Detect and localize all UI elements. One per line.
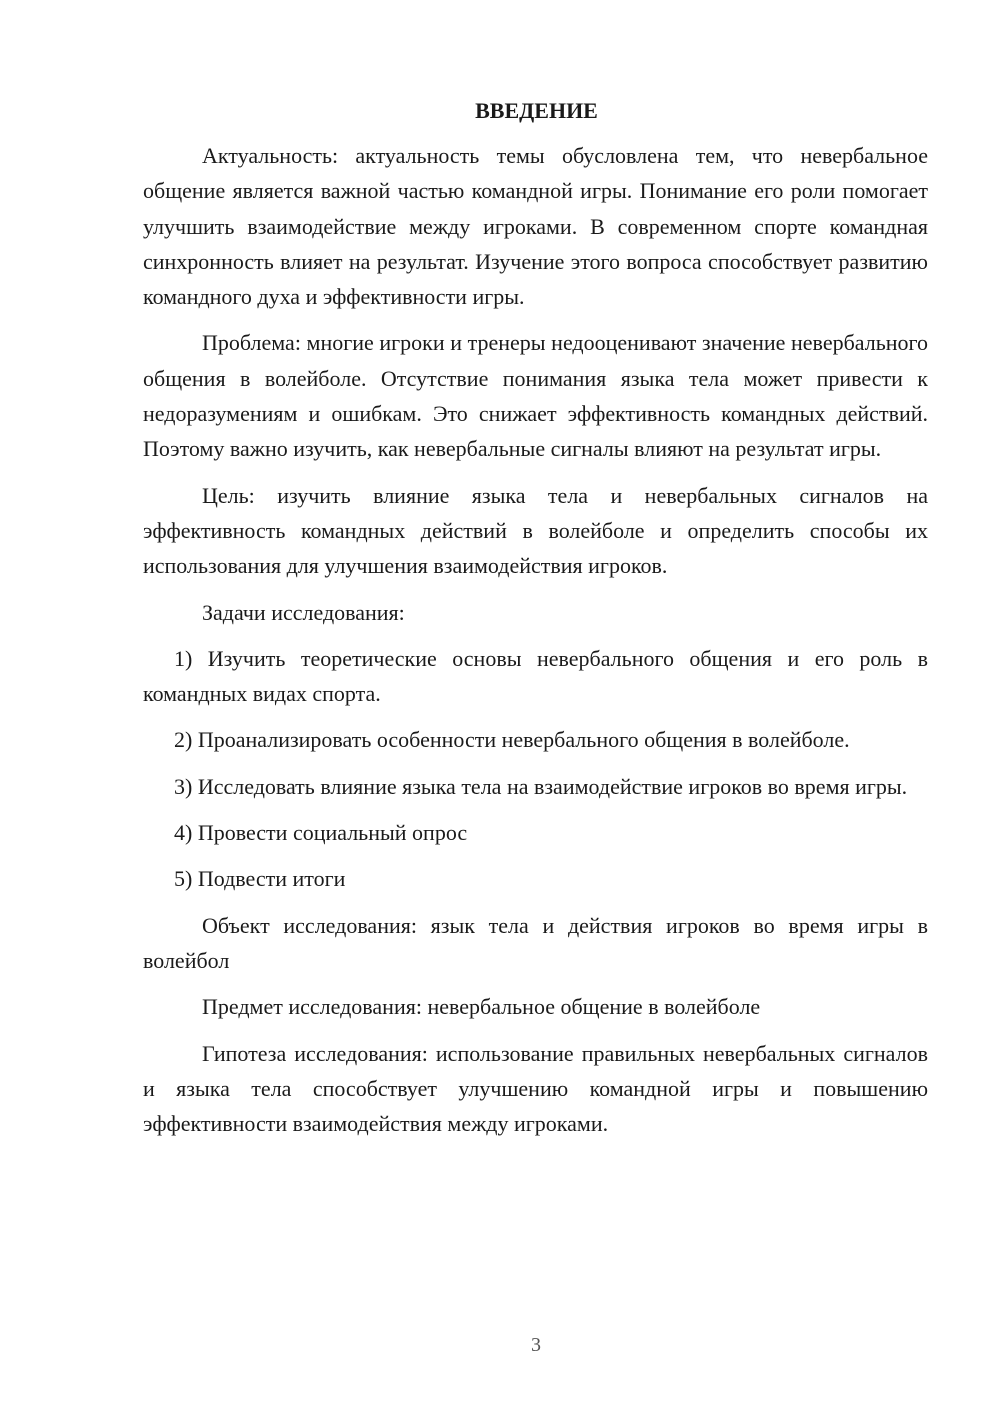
list-item: 1) Изучить теоретические основы невербального общения и его роль в командных видах спорта. (143, 645, 928, 707)
paragraph-object: Объект исследования: язык тела и действия игроков во время игры в волейбол (143, 912, 928, 973)
paragraph-hypothesis: Гипотеза исследования: использование правильных невербальных сигналов и языка тела способствует улучшению командной игры и повышению эффективности взаимодействия между игроками. (143, 1040, 928, 1137)
list-item: 2) Проанализировать особенности невербального общения в волейболе. (174, 727, 850, 753)
tasks-list (143, 641, 928, 897)
paragraph-goal: Цель: изучить влияние языка тела и невербальных сигналов на эффективность командных действий в волейболе и определить способы их использования для улучшения взаимодействия игроков. (143, 482, 928, 579)
paragraph-relevance: Актуальность: актуальность темы обусловлена тем, что невербальное общение является важной частью командной игры. Понимание его роли помогает улучшить взаимодействие между игроками. В современном спорте командная синхронность влияет на результат. Изучение этого вопроса способствует развитию командного духа и эффективности игры. (143, 143, 928, 310)
list-item: 4) Провести социальный опрос (174, 820, 468, 846)
page-title: ВВЕДЕНИЕ (475, 98, 598, 123)
paragraph-subject: Предмет исследования: невербальное общение в волейболе (202, 994, 761, 1020)
page-number: 3 (531, 1334, 541, 1356)
page-body (143, 96, 928, 1152)
list-item: 5) Подвести итоги (174, 866, 346, 892)
list-item: 3) Исследовать влияние языка тела на взаимодействие игроков во время игры. (174, 773, 908, 799)
paragraph-problem: Проблема: многие игроки и тренеры недооценивают значение невербального общения в волейболе. Отсутствие понимания языка тела может привести к недоразумениям и ошибкам. Это снижает эффективность командных действий. Поэтому важно изучить, как невербальные сигналы влияют на результат игры. (143, 330, 928, 462)
paragraph-tasks-title: Задачи исследования: (202, 599, 405, 625)
